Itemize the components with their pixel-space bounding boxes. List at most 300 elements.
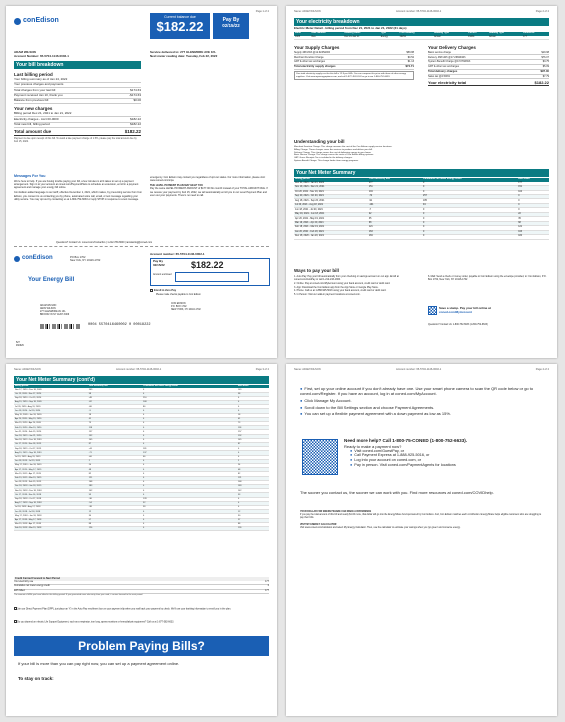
- save-stamp[interactable]: Save a stamp. Pay your bill online at coned.com/MyAccount: [428, 306, 549, 315]
- table-cell: 185: [422, 199, 517, 203]
- table-cell: 151: [368, 186, 422, 190]
- table-cell: 73: [88, 422, 142, 426]
- table-cell: 0: [422, 221, 517, 225]
- table-cell: 192: [88, 434, 142, 438]
- table-cell: 98: [88, 392, 142, 396]
- bill-page-2: Name: ADAM WILSON Account number: 65-5704-1146-0002-1 Page 2 of 4 Your electricity breakdown Electric Meter Detail - billing period from Dec 21, 2021 to Jan 21, 2022 (31 days) Meter Rate Number Reading Dates Type Prior Reading Reading Type Current Reading Type Difference 1085 Res. Dec 21-Jan 21 Energy 19254 Actual 19431 Actual 177 Your Supply Charges Supply 468 kWh @12.9245/kWh $59.88 Merchant Function Charge $0.52 GRT & other tax surcharges $1.13 Total electricity supply charges $74.71 Your total electricity supply cost for this bill is 12.9 per kWh. You can compare this price with those of other energy suppliers. Visit www.nyenergyoptions.com, and call 1-877-JUJUJUJ or go to our 1-800-752-6633. Your Delivery Charges Basic service charge $19.98 Delivery 468 kWh @17.2684/kWh $76.07 System Benefit Charge @0.7278/kWh $3.75 GRT & other tax surcharges $5.09 Total delivery charges $97.40 Sales tax @4.500% $7.79 Your electricity total $182.22 Understanding your bill Merchant Function Charge: This charge recovers the cost of the Con Edison supply service functions. Billing Charge: These charges cover the services to produce and deliver your bill. Delivery Charge: This charge covers the cost of delivering energy to your home. Basic Service Charge: This charge covers the costs of Con Edison billing systems. GRT: Gross Receipts Tax is included in the delivery charges. System Benefit Charge: This charge funds clean energy programs. Your Net Meter Summary Billing period Your electricity use Cumulative net meter energy credit kWh billed Dec 21, 2021 - Jan 21, 2022 177 0 177 Nov 19, 2021 - Dec 21, 2021 151 0 151 Oct 20, 2021 - Nov 19, 2021 104 0 104 Sep 20, 2021 - Oct 20, 2021 -72 257 0 Aug 18, 2021 - Sep 20, 2021 -91 185 0 Jul 20, 2021 - Aug 18, 2021 -101 94 0 Jun 18, 2021 - Jul 20, 2021 -7 0 0 May 19, 2021 - Jun 18, 2021 22 0 22 Apr 20, 2021 - May 19, 2021 35 0 35 Mar 19, 2021 - Apr 20, 2021 68 0 68 Feb 18, 2021 - Mar 19, 2021 121 0 121 Jan 20, 2021 - Feb 18, 2021 163 0 163 Dec 18, 2020 - Jan 20, 2021 184 0 184 Ways to pay your bill 1. Auto Pay: Pay your bill automatically from your checking or savings account on our app. Enroll at coned.com/AutoPay or call 1-212-243-1900. 2. Online: Pay at coned.com/MyAccount using your bank account, credit card or debit card. 3. App: Download the Con Edison app from the App Store or Google Play Store. 4. Phone: Call us at 1-888-925-5016 using your bank account, credit card or debit card. 5. In Person: Visit our walk-in payment locations at coned.com. 6. Mail: Send a check or money order, payable to Con Edison using the envelope provided, to: Con Edison, P.O. Box 1702, New York, NY 10116-1702 Save a stamp. Pay your bill online at coned.com/MyAccount Questions? Contact Us: 1-800-752-6633 (1-800-752-6633): [286, 6, 557, 358]
- table-cell: 0: [237, 497, 269, 501]
- table-cell: 38: [142, 506, 237, 510]
- help-option[interactable]: ● Log into your account on coned.com, or: [350, 458, 544, 463]
- table-cell: 192: [237, 434, 269, 438]
- stay-on-track-list: [300, 386, 545, 418]
- table-cell: 168: [88, 480, 142, 484]
- payment-method: 3. App: Download the Con Edison app from the App Store or Google Play Store.: [294, 285, 379, 289]
- table-cell: Jul 19, 2019 - Aug 19, 2019: [14, 455, 88, 459]
- table-cell: 163: [368, 230, 422, 234]
- bill-page-3: Name: ADAM WILSON Account number: 65-5704-1146-0002-1 Page 3 of 4 Your Net Meter Summary (cont'd) Billing period Your electricity use Cumulative net meter energy credit kWh billed Nov 17, 2020 - Dec 18, 2020 149 0 149 Oct 19, 2020 - Nov 17, 2020 98 0 98 Sep 18, 2020 - Oct 19, 2020 -48 216 0 Aug 19, 2020 - Sep 18, 2020 -82 168 0 Jul 20, 2020 - Aug 19, 2020 -86 86 0 Jun 18, 2020 - Jul 20, 2020 -3 0 0 May 19, 2020 - Jun 18, 2020 18 0 18 Apr 20, 2020 - May 19, 2020 41 0 41 Mar 19, 2020 - Apr 20, 2020 73 0 73 Feb 19, 2020 - Mar 19, 2020 118 0 118 Jan 21, 2020 - Feb 19, 2020 157 0 157 Dec 18, 2019 - Jan 21, 2020 192 0 192 Nov 18, 2019 - Dec 18, 2019 145 0 145 Oct 17, 2019 - Nov 18, 2019 87 0 87 Sep 18, 2019 - Oct 17, 2019 -44 181 0 Aug 19, 2019 - Sep 18, 2019 -71 137 0 Jul 19, 2019 - Aug 19, 2019 -66 66 0 Jun 18, 2019 - Jul 19, 2019 2 0 2 May 17, 2019 - Jun 18, 2019 24 0 24 Apr 17, 2019 - May 17, 2019 48 0 48 Mar 19, 2019 - Apr 17, 2019 82 0 82 Feb 19, 2019 - Mar 19, 2019 121 0 121 Jan 18, 2019 - Feb 19, 2019 168 0 168 Dec 18, 2018 - Jan 18, 2019 183 0 183 Nov 16, 2018 - Dec 18, 2018 142 0 142 Oct 17, 2018 - Nov 16, 2018 93 0 93 Sep 18, 2018 - Oct 17, 2018 -36 128 0 Aug 17, 2018 - Sep 18, 2018 -54 92 0 Jul 18, 2018 - Aug 17, 2018 -38 38 0 Jun 18, 2018 - Jul 18, 2018 12 0 12 May 17, 2018 - Jun 18, 2018 30 0 30 Apr 17, 2018 - May 17, 2018 57 0 57 Mar 19, 2018 - Apr 17, 2018 88 0 88 Feb 16, 2018 - Mar 19, 2018 126 0 126 Credit Carried Forward to Next Period Your electricity use 177 Cumulative net meter energy credit 0 kWh billed 177 The amount of kWh you have billed in this billing period. If you generated more electricity than you used, it carries forward to the next period. Join our Direct Payment Plan (DPP), just place an 'X' in the Auto Pay enrollment box on your payment slip when you mail back your payment by check. We'll use your banking information to enroll you in the plan. Do you depend on electric Life Support Equipment, such as a respirator, iron lung, apnea monitors or hemodialysis equipment? Call us at 1-877-582-6633. Problem Paying Bills? If your bill is more than you can pay right now, you can set up a payment agreement online. To stay on track:: [6, 364, 277, 716]
- table-cell: Feb 16, 2018 - Mar 19, 2018: [14, 527, 88, 531]
- contact-strip[interactable]: Questions? Contact Us: coned.com/ContactUs | 1-212-780-6600 | iamstarting@coned.com: [56, 241, 153, 244]
- understanding-list: [294, 146, 549, 163]
- table-cell: 0: [237, 396, 269, 400]
- table-cell: Jun 18, 2018 - Jul 18, 2018: [14, 510, 88, 514]
- pay-by-box: Pay By 02/15/22: [213, 13, 249, 39]
- table-cell: 0: [142, 430, 237, 434]
- table-cell: Jan 21, 2020 - Feb 19, 2020: [14, 430, 88, 434]
- table-cell: 145: [88, 438, 142, 442]
- help-option[interactable]: ● Call Payment Express at 1-888-925-5016, or: [350, 453, 544, 458]
- credit-row: kWh billed 177: [14, 590, 269, 594]
- table-cell: Jul 20, 2021 - Aug 18, 2021: [294, 203, 368, 207]
- table-cell: 22: [517, 212, 549, 216]
- table-cell: Apr 20, 2020 - May 19, 2020: [14, 417, 88, 421]
- table-cell: Oct 17, 2019 - Nov 18, 2019: [14, 443, 88, 447]
- table-cell: 104: [517, 190, 549, 194]
- table-cell: Jun 18, 2021 - Jul 20, 2021: [294, 208, 368, 212]
- table-cell: Oct 19, 2020 - Nov 17, 2020: [14, 392, 88, 396]
- message-help: We're here to help. If you are having trouble paying your bill, a few minutes is all it takes to set up a payment arrangement. Sign in to your account at coned.com/PaymentPlans to schedule an extension, enroll in a payment agreement and manage your energy bill online.: [14, 180, 139, 190]
- table-cell: 142: [88, 489, 142, 493]
- messages-right: emergency. Con Edison may contact you regardless of opt out status. For more information, please visit: www.coned.com/tcpa THE LEVEL PAYMENT PLAN MAY HELP YOU Pay the same LEVEL PAYMENT AMOUNT of $177.00 this month instead of your TOTAL AMOUNT DUE. If we receive your payment by Feb 15, 2022, we will automatically enroll you in our Level Payment Plan and even out your payments. There's no need to call.: [150, 176, 268, 197]
- table-cell: Mar 19, 2021 - Apr 20, 2021: [294, 221, 368, 225]
- table-cell: 48: [237, 468, 269, 472]
- table-cell: 0: [142, 489, 237, 493]
- table-cell: 0: [142, 493, 237, 497]
- account-number: Account Number: 65-5704-1146-0002-1: [14, 54, 69, 58]
- table-cell: 0: [422, 208, 517, 212]
- table-cell: 121: [88, 476, 142, 480]
- stub-remit-address: CON EDISON P.O. BOX 1702 NEW YORK, NY 10116-1702: [171, 303, 201, 311]
- column-header: Current: [467, 32, 488, 36]
- table-cell: 0: [237, 401, 269, 405]
- logo-icon: [14, 256, 20, 262]
- table-cell: -71: [88, 451, 142, 455]
- table-cell: -48: [88, 396, 142, 400]
- customer-name: ADAM WILSON: [14, 50, 36, 54]
- table-cell: 0: [422, 186, 517, 190]
- table-cell: 0: [237, 501, 269, 505]
- table-cell: -3: [88, 409, 142, 413]
- table-cell: 18: [88, 413, 142, 417]
- supply-charges: Your Supply Charges Supply 468 kWh @12.9245/kWh $59.88 Merchant Function Charge $0.52 GRT & other tax surcharges $1.13 Total electricity supply charges $74.71 Your total electricity supply cost for this bill is 12.9 per kWh. You can compare this price with those of other energy suppliers. Visit www.nyenergyoptions.com, and call 1-877-JUJUJUJ or go to our 1-800-752-6633.: [294, 45, 414, 80]
- stub-account: Account number: 65-5704-1146-0002-1: [150, 252, 205, 256]
- table-cell: Dec 18, 2019 - Jan 21, 2020: [14, 434, 88, 438]
- stub-title: Your Energy Bill: [28, 277, 75, 283]
- table-cell: 73: [237, 422, 269, 426]
- help-option[interactable]: ● Visit coned.com/GuestPay, or: [350, 449, 544, 454]
- life-support-note: Do you depend on electric Life Support Equipment, such as a respirator, iron lung, apnea monitors or hemodialysis equipment? Call us at 1-877-582-6633.: [14, 620, 269, 624]
- tear-line: [14, 246, 269, 247]
- definition-item: Merchant Function Charge: This charge recovers the cost of the Con Edison supply service functions.: [294, 146, 393, 148]
- messages-left: [14, 180, 142, 201]
- table-cell: Jan 18, 2019 - Feb 19, 2019: [14, 480, 88, 484]
- table-cell: Mar 19, 2018 - Apr 17, 2018: [14, 522, 88, 526]
- table-cell: 177: [368, 182, 422, 186]
- table-cell: 41: [237, 417, 269, 421]
- table-cell: 0: [422, 212, 517, 216]
- table-cell: Sep 18, 2019 - Oct 17, 2019: [14, 447, 88, 451]
- new-charges-rows: [14, 112, 141, 128]
- table-cell: 68: [517, 221, 549, 225]
- table-cell: Dec 21, 2021 - Jan 21, 2022: [294, 182, 368, 186]
- table-cell: -36: [88, 497, 142, 501]
- table-cell: 0: [142, 422, 237, 426]
- table-cell: 0: [142, 388, 237, 392]
- list-item: ● You can set up a flexible payment agreement with a down payment as low as 15%.: [300, 411, 545, 416]
- definition-item: System Benefit Charge: This charge funds clean energy programs.: [294, 159, 359, 162]
- table-cell: 57: [237, 518, 269, 522]
- table-cell: 216: [142, 396, 237, 400]
- column-header: Billing period: [14, 385, 88, 388]
- stub-logo: conEdison: [14, 255, 53, 263]
- table-cell: Dec 21-Jan 21: [343, 36, 379, 40]
- table-cell: 0: [142, 514, 237, 518]
- last-billing-rows: [14, 78, 141, 105]
- table-cell: 98: [237, 392, 269, 396]
- table-cell: 0: [142, 443, 237, 447]
- table-cell: -91: [368, 199, 422, 203]
- page-number: Page 1 of 4: [255, 10, 269, 13]
- table-cell: 35: [368, 217, 422, 221]
- table-cell: 0: [142, 438, 237, 442]
- payment-note: Payment is due upon receipt of this bill. To avoid a late payment charge of 1.5%, please pay the total amount due by Feb 15, 2022.: [14, 137, 137, 144]
- table-cell: 19254: [399, 36, 434, 40]
- table-cell: 48: [88, 468, 142, 472]
- qr-code-icon[interactable]: [302, 439, 338, 475]
- table-cell: 121: [237, 476, 269, 480]
- table-cell: 121: [517, 226, 549, 230]
- table-cell: 19431: [467, 36, 488, 40]
- table-cell: 183: [88, 485, 142, 489]
- table-cell: 145: [237, 438, 269, 442]
- scan-line: 0004 5570416460002 0 00018222: [88, 323, 151, 327]
- net-meter-table: [294, 178, 549, 240]
- table-cell: 151: [517, 186, 549, 190]
- table-cell: 0: [142, 392, 237, 396]
- table-cell: 0: [237, 447, 269, 451]
- auto-pay-note: Join our Direct Payment Plan (DPP), just place an 'X' in the Auto Pay enrollment box on your payment slip when you mail back your payment by check. We'll use your banking information to enroll you in the plan.: [14, 607, 269, 611]
- table-cell: 0: [517, 199, 549, 203]
- zero-pay-checkbox[interactable]: [150, 289, 153, 292]
- table-cell: Dec 18, 2020 - Jan 20, 2021: [294, 235, 368, 239]
- table-cell: 0: [142, 522, 237, 526]
- table-cell: 88: [237, 522, 269, 526]
- payment-method: 4. Phone: Call us at 1-888-925-5016 using your bank account, credit card or debit card.: [294, 289, 387, 293]
- bill-page-4: Name: ADAM WILSON Account number: 65-5704-1146-0002-1 Page 4 of 4 ● First, set up your online account if you don't already have one. Use your smart phone camera to scan the QR code below or go to coned.com/Register. If you have an account, log in at coned.com/MyAccount. ● Click Manage My Account. ● Scroll down to the Bill Settings section and choose Payment Agreements. ● You can set up a flexible payment agreement with a down payment as low as 15%. Need more help? Call 1-800-75-CONED (1-800-752-6633). Ready to make a payment now? ● Visit coned.com/GuestPay, or ● Call Payment Express at 1-888-925-5016, or ● Log into your account on coned.com, or ● Pay in person. Visit coned.com/PaymentAgents for locations The sooner you contact us, the sooner we can work with you. Find more resources at coned.com/COVIDhelp. YOUR DOLLAR FOR ENERGYSHARE CAN MAKE A DIFFERENCE If you pay the total amount of this bill and nearly $1.00 more, that dollar will go into the EnergyShare fund sponsored by Con Edison. And, Con Edison matches each contribution. EnergyShare helps eligible customers who are struggling to pay their bills. VISIT MY ENERGY CALCULATOR Visit www.coned.com/calculator and select My Energy Calculator. Then, use the calculator to estimate your savings when you 'go green' and conserve energy.: [286, 364, 557, 716]
- table-cell: 0: [237, 405, 269, 409]
- table-cell: 2: [237, 459, 269, 463]
- total-amount-due-row: Total amount due $182.22: [14, 129, 141, 135]
- logo-icon: [14, 18, 21, 25]
- table-cell: -101: [368, 203, 422, 207]
- column-header: kWh billed: [517, 178, 549, 182]
- table-cell: -66: [88, 455, 142, 459]
- column-header: Your electricity use: [88, 385, 142, 388]
- table-cell: Jun 18, 2019 - Jul 19, 2019: [14, 459, 88, 463]
- table-cell: 93: [88, 493, 142, 497]
- definition-item: GRT: Gross Receipts Tax is included in the delivery charges.: [294, 157, 353, 159]
- table-cell: 2: [88, 459, 142, 463]
- table-cell: 0: [237, 506, 269, 510]
- table-cell: -38: [88, 506, 142, 510]
- table-cell: 184: [517, 235, 549, 239]
- list-item: ● Scroll down to the Bill Settings section and choose Payment Agreements.: [300, 405, 545, 410]
- charge-row: Billing period Dec 21, 2021 to Jan 21, 2022: [14, 112, 141, 117]
- table-cell: 118: [237, 426, 269, 430]
- table-cell: 68: [368, 221, 422, 225]
- table-cell: 30: [88, 514, 142, 518]
- column-header: Meter: [294, 32, 310, 36]
- table-cell: 87: [88, 443, 142, 447]
- column-header: Type: [380, 32, 399, 36]
- table-cell: 104: [368, 190, 422, 194]
- table-cell: Apr 17, 2019 - May 17, 2019: [14, 468, 88, 472]
- table-cell: 12: [237, 510, 269, 514]
- credit-row: Cumulative net meter energy credit 0: [14, 585, 269, 589]
- table-cell: 0: [422, 235, 517, 239]
- energyshare-note: YOUR DOLLAR FOR ENERGYSHARE CAN MAKE A DIFFERENCE If you pay the total amount of this bill and nearly $1.00 more, that dollar will go into the EnergyShare fund sponsored by Con Edison. And, Con Edison matches each contribution. EnergyShare helps eligible customers who are struggling to pay their bills.: [300, 511, 542, 519]
- table-cell: 22: [368, 212, 422, 216]
- billing-row: Payment received Jan 10, thank you -$174.63: [14, 94, 141, 99]
- billing-row: Balance from previous bill $0.00: [14, 99, 141, 104]
- energy-calculator-note: VISIT MY ENERGY CALCULATOR Visit www.coned.com/calculator and select My Energy Calculator. Then, use the calculator to estimate your savings when you 'go green' and conserve energy.: [300, 524, 461, 529]
- table-cell: 24: [237, 464, 269, 468]
- table-cell: Aug 19, 2020 - Sep 18, 2020: [14, 401, 88, 405]
- table-cell: 18: [237, 413, 269, 417]
- meter-detail-title: Electric Meter Detail - billing period from Dec 21, 2021 to Jan 21, 2022 (31 days): [294, 26, 407, 30]
- table-cell: 0: [422, 226, 517, 230]
- table-cell: Energy: [380, 36, 399, 40]
- table-cell: May 19, 2020 - Jun 18, 2020: [14, 413, 88, 417]
- table-cell: 0: [422, 230, 517, 234]
- sooner-text: The sooner you contact us, the sooner we can work with you. Find more resources at coned.com/COVIDhelp.: [300, 490, 494, 495]
- payment-method: 2. Online: Pay at coned.com/MyAccount using your bank account, credit card or debit card.: [294, 281, 391, 285]
- check-note: Please make checks payable to Con Edison: [156, 294, 201, 296]
- table-cell: Actual: [433, 36, 467, 40]
- table-cell: 121: [368, 226, 422, 230]
- table-cell: 181: [142, 447, 237, 451]
- table-cell: 0: [422, 182, 517, 186]
- payment-method: 5. In Person: Visit our walk-in payment locations at coned.com.: [294, 293, 361, 297]
- table-cell: 177: [522, 36, 549, 40]
- supply-row: GRT & other tax surcharges $1.13: [294, 60, 414, 64]
- table-cell: 82: [88, 472, 142, 476]
- table-cell: 0: [142, 417, 237, 421]
- table-cell: Sep 18, 2018 - Oct 17, 2018: [14, 497, 88, 501]
- table-cell: 168: [237, 480, 269, 484]
- table-cell: Nov 19, 2021 - Dec 21, 2021: [294, 186, 368, 190]
- stub-code: 527 460629: [16, 342, 24, 347]
- column-header: Cumulative net meter energy credit: [142, 385, 237, 388]
- ways-to-pay-title: Ways to pay your bill: [294, 268, 339, 273]
- column-header: Reading Type: [433, 32, 467, 36]
- column-header: Reading Dates: [343, 32, 379, 36]
- table-cell: 82: [237, 472, 269, 476]
- table-cell: 0: [142, 434, 237, 438]
- column-header: Prior Reading: [399, 32, 434, 36]
- table-cell: 94: [422, 203, 517, 207]
- credit-carried-forward: Credit Carried Forward to Next Period Your electricity use 177 Cumulative net meter energy credit 0 kWh billed 177 The amount of kWh you have billed in this billing period. If you generated more electricity than you used, it carries forward to the next period.: [14, 577, 269, 597]
- table-cell: 0: [142, 527, 237, 531]
- table-cell: Actual: [488, 36, 522, 40]
- table-cell: Oct 20, 2021 - Nov 19, 2021: [294, 190, 368, 194]
- table-cell: 57: [88, 518, 142, 522]
- table-cell: Feb 18, 2021 - Mar 19, 2021: [294, 226, 368, 230]
- table-cell: 0: [517, 203, 549, 207]
- stay-on-track: To stay on track:: [18, 676, 54, 681]
- table-cell: 35: [517, 217, 549, 221]
- table-cell: 0: [142, 409, 237, 413]
- billing-row: Your billing summary as of Jan 24, 2022: [14, 78, 141, 83]
- message-tariff: Con Edison added language to our tariff, effective December 1, 2021, which makes, by preventing service from Con Edison, you consent to us contacting you by phone, automated voice call, email, or text message regarding your utility service. You may opt out by contacting us at 1-800-752-6633 or reply STOP in response to a text message.: [14, 191, 142, 201]
- delivery-row: GRT & other tax surcharges $5.09: [428, 65, 549, 69]
- table-cell: 168: [142, 401, 237, 405]
- electricity-breakdown-header: Your electricity breakdown: [294, 18, 549, 26]
- charge-row: Total new bill, billing period $182.22: [14, 123, 141, 128]
- supply-row: Supply 468 kWh @12.9245/kWh $59.88: [294, 50, 414, 54]
- table-cell: 30: [237, 514, 269, 518]
- table-cell: 0: [517, 208, 549, 212]
- table-cell: 0: [142, 480, 237, 484]
- table-cell: -86: [88, 405, 142, 409]
- column-header: Your electricity use: [368, 178, 422, 182]
- last-billing-section: Last billing period Your billing summary as of Jan 24, 2022 Your previous charges and payments Total charges from your last bill $174.63 Payment received Jan 10, thank you -$174.63 Balance from previous bill $0.00 Your new charges Billing period Dec 21, 2021 to Jan 21, 2022 Electricity charges - Acct 00-0000 $182.22 Total new bill, billing period $182.22 Total amount due $182.22 Payment is due upon receipt of this bill. To avoid a late payment charge of 1.5%, please pay the total amount due by Feb 15, 2022.: [14, 72, 141, 144]
- delivery-row: Delivery 468 kWh @17.2684/kWh $76.07: [428, 55, 549, 59]
- column-header: Rate Number: [310, 32, 343, 36]
- stub-pay-box: Pay By 02/15/22 $182.22 Amount enclosed: [150, 258, 270, 286]
- table-cell: 177: [517, 182, 549, 186]
- table-cell: 0: [237, 409, 269, 413]
- table-cell: 92: [142, 501, 237, 505]
- definition-item: Basic Service Charge: This charge covers the costs of Con Edison billing systems.: [294, 154, 374, 157]
- table-cell: 41: [88, 417, 142, 421]
- table-cell: 184: [368, 235, 422, 239]
- table-cell: 0: [142, 476, 237, 480]
- table-cell: Sep 18, 2020 - Oct 19, 2020: [14, 396, 88, 400]
- payment-method: 6. Mail: Send a check or money order, payable to Con Edison using the envelope provided, to: Con Edison, P.O. Box 1702, New York, NY 10116-1702: [428, 275, 547, 281]
- table-cell: 142: [237, 489, 269, 493]
- table-cell: Jun 18, 2020 - Jul 20, 2020: [14, 409, 88, 413]
- table-cell: 87: [237, 443, 269, 447]
- table-cell: 0: [237, 451, 269, 455]
- billing-row: Total charges from your last bill $174.63: [14, 88, 141, 93]
- net-meter-cont-table: [14, 385, 269, 531]
- ways-left: [294, 275, 414, 297]
- table-cell: Res.: [310, 36, 343, 40]
- list-item: ● Click Manage My Account.: [300, 398, 545, 403]
- table-row: [294, 235, 549, 239]
- help-option[interactable]: ● Pay in person. Visit coned.com/PaymentAgents for locations: [350, 463, 544, 468]
- table-cell: May 17, 2019 - Jun 18, 2019: [14, 464, 88, 468]
- table-cell: Nov 17, 2020 - Dec 18, 2020: [14, 388, 88, 392]
- table-cell: 0: [142, 485, 237, 489]
- table-cell: 0: [142, 464, 237, 468]
- questions-line: Questions? Contact Us: 1-800-752-6633 (1-800-752-6633): [428, 324, 488, 326]
- table-cell: Mar 19, 2019 - Apr 17, 2019: [14, 472, 88, 476]
- list-item: ● First, set up your online account if you don't already have one. Use your smart phone camera to scan the QR code below or go to coned.com/Register. If you have an account, log in at coned.com/MyAccount.: [300, 386, 545, 396]
- table-cell: -44: [88, 447, 142, 451]
- table-row: [14, 527, 269, 531]
- table-cell: -72: [368, 195, 422, 199]
- table-cell: 0: [142, 472, 237, 476]
- problem-text: If your bill is more than you can pay right now, you can set up a payment agreement online.: [18, 661, 180, 666]
- supply-row: Merchant Function Charge $0.52: [294, 55, 414, 59]
- help-section: Need more help? Call 1-800-75-CONED (1-800-752-6633). Ready to make a payment now? ● Visit coned.com/GuestPay, or ● Call Payment Express at 1-888-925-5016, or ● Log into your account on coned.com, or ● Pay in person. Visit coned.com/PaymentAgents for locations: [344, 438, 544, 468]
- table-cell: 149: [88, 388, 142, 392]
- table-cell: 0: [422, 217, 517, 221]
- table-cell: Sep 20, 2021 - Oct 20, 2021: [294, 195, 368, 199]
- table-cell: Feb 19, 2019 - Mar 19, 2019: [14, 476, 88, 480]
- table-cell: 0: [142, 459, 237, 463]
- messages-title: Messages For You: [14, 174, 46, 178]
- table-cell: 126: [88, 527, 142, 531]
- barcode: [40, 324, 80, 329]
- table-cell: 183: [237, 485, 269, 489]
- table-cell: Nov 16, 2018 - Dec 18, 2018: [14, 489, 88, 493]
- column-header: Difference: [522, 32, 549, 36]
- service-address: Service delivered to: 277 GLENMORE AVE 1FL: [150, 50, 217, 54]
- table-cell: 126: [237, 527, 269, 531]
- stub-customer-address: ADAM WILSON JENN WILSON 277 GLENMORE AV 1FL BROOKLYN NY 11207-3309: [40, 305, 70, 316]
- column-header: Billing period: [294, 178, 368, 182]
- table-cell: Aug 18, 2021 - Sep 20, 2021: [294, 199, 368, 203]
- table-cell: 0: [142, 468, 237, 472]
- table-cell: 12: [88, 510, 142, 514]
- bill-page-1: [6, 6, 277, 358]
- brand-logo: conEdison: [14, 17, 59, 26]
- balance-box: Current balance due $182.22: [150, 13, 210, 39]
- billing-row: Your previous charges and payments: [14, 83, 141, 88]
- table-cell: 88: [88, 522, 142, 526]
- table-cell: Nov 18, 2019 - Dec 18, 2019: [14, 438, 88, 442]
- table-cell: Apr 20, 2021 - May 19, 2021: [294, 217, 368, 221]
- delivery-row: Basic service charge $19.98: [428, 50, 549, 54]
- table-cell: Mar 19, 2020 - Apr 20, 2020: [14, 422, 88, 426]
- table-cell: May 19, 2021 - Jun 18, 2021: [294, 212, 368, 216]
- table-cell: 163: [517, 230, 549, 234]
- charge-row: Electricity charges - Acct 00-0000 $182.22: [14, 117, 141, 122]
- table-cell: 24: [88, 464, 142, 468]
- table-cell: Apr 17, 2018 - May 17, 2018: [14, 518, 88, 522]
- table-cell: 0: [422, 190, 517, 194]
- table-cell: Jan 20, 2021 - Feb 18, 2021: [294, 230, 368, 234]
- table-cell: Aug 19, 2019 - Sep 18, 2019: [14, 451, 88, 455]
- delivery-row: System Benefit Charge @0.7278/kWh $3.75: [428, 60, 549, 64]
- qr-code-icon: [428, 306, 437, 315]
- column-header: kWh billed: [237, 385, 269, 388]
- table-cell: Feb 19, 2020 - Mar 19, 2020: [14, 426, 88, 430]
- table-cell: Dec 18, 2018 - Jan 18, 2019: [14, 485, 88, 489]
- delivery-charges: Your Delivery Charges Basic service charge $19.98 Delivery 468 kWh @17.2684/kWh $76.07 System Benefit Charge @0.7278/kWh $3.75 GRT & other tax surcharges $5.09 Total delivery charges $97.40 Sales tax @4.500% $7.79 Your electricity total $182.22: [428, 45, 549, 85]
- table-cell: 1085: [294, 36, 310, 40]
- breakdown-header: Your bill breakdown: [14, 61, 141, 69]
- table-cell: -54: [88, 501, 142, 505]
- table-cell: 86: [142, 405, 237, 409]
- column-header: Cumulative net meter energy credit: [422, 178, 517, 182]
- table-cell: -7: [368, 208, 422, 212]
- table-cell: 157: [88, 430, 142, 434]
- table-cell: Oct 17, 2018 - Nov 16, 2018: [14, 493, 88, 497]
- table-cell: 93: [237, 493, 269, 497]
- table-cell: 157: [237, 430, 269, 434]
- amount-enclosed-field[interactable]: [175, 272, 249, 282]
- zero-pay-enroll[interactable]: Enroll in Zero Pay: [150, 289, 176, 292]
- next-reading: Next meter reading date: Tuesday, Feb 22, 2022: [150, 54, 218, 58]
- stub-po-box: PO Box 1702 New York, NY 10116-1702: [70, 256, 101, 263]
- payment-method: 1. Auto Pay: Pay your bill automatically from your checking or savings account on our app. Enroll at coned.com/AutoPay or call 1-212-243-1900.: [294, 275, 399, 281]
- problem-paying-banner: Problem Paying Bills?: [14, 636, 269, 656]
- table-cell: 137: [142, 451, 237, 455]
- table-cell: 149: [237, 388, 269, 392]
